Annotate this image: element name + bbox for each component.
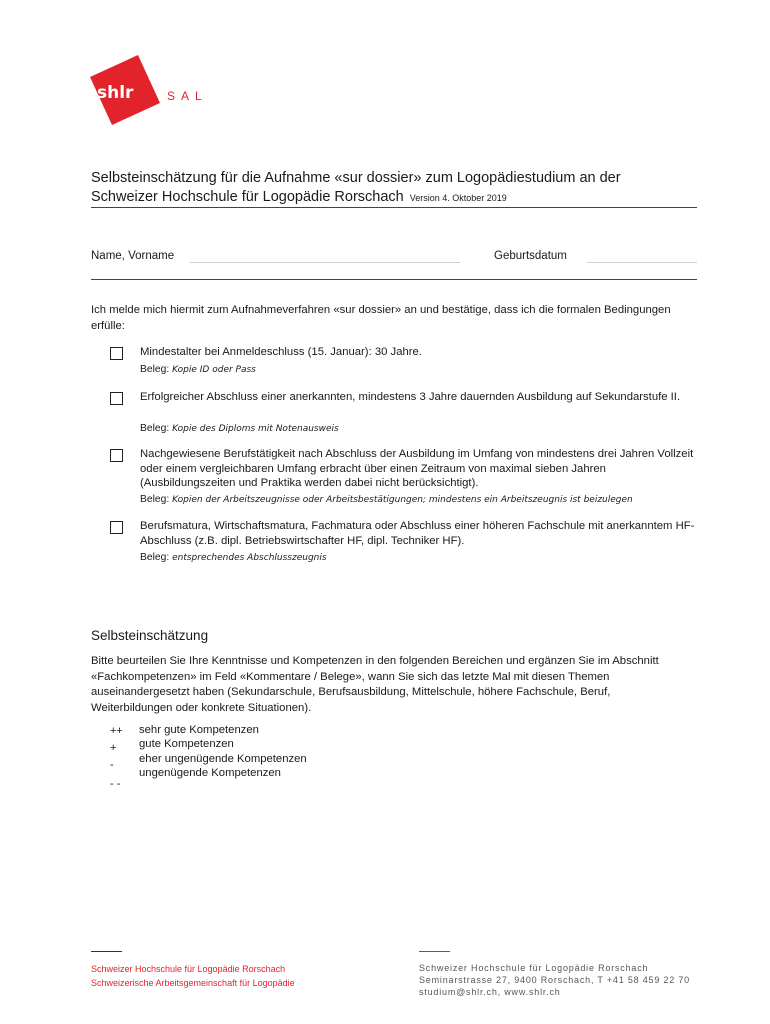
condition-text: Mindestalter bei Anmeldeschluss (15. Januar): 30 Jahre. (140, 346, 422, 358)
birthdate-field[interactable] (587, 262, 697, 263)
legend-symbol: ++ (110, 725, 123, 737)
condition-beleg (140, 364, 256, 375)
version-label: Version 4. Oktober 2019 (409, 193, 507, 203)
beleg-value: entsprechendes Abschlusszeugnis (172, 553, 327, 563)
condition-text: Berufsmatura, Wirtschaftsmatura, Fachmatura oder Abschluss einer höheren Fachschule mit anerkanntem HF-Abschluss (z.B. dipl. Betriebswirtschafter HF, dipl. Techniker HF). (140, 520, 695, 547)
title-line-2-text: Schweizer Hochschule für Logopädie Rorschach (91, 189, 404, 205)
footer-right-line-1: Schweizer Hochschule für Logopädie Rorschach (419, 963, 649, 973)
name-field[interactable] (190, 262, 460, 263)
legend-symbol: + (110, 742, 117, 754)
condition-checkbox[interactable] (110, 521, 123, 534)
instructions-paragraph: Bitte beurteilen Sie Ihre Kenntnisse und Kompetenzen in den folgenden Bereichen und ergänzen Sie im Abschnitt «Fachkompetenzen» im Feld «Kommentare / Belege», wann Sie sich das letzte Mal mit diesen Themen auseinandergesetzt haben (Sekundarschule, Berufsausbildung, Mittelschule, höhere Fachschule, Beruf, Weiterbildungen oder konkrete Situationen). (91, 655, 659, 714)
shlr-logo (90, 55, 160, 125)
footer-left-rule (91, 951, 122, 952)
condition-text: Erfolgreicher Abschluss einer anerkannten, mindestens 3 Jahre dauernden Ausbildung auf Sekundarstufe II. (140, 391, 681, 403)
footer-left-line-1: Schweizer Hochschule für Logopädie Rorschach (91, 964, 286, 974)
condition-beleg (140, 552, 327, 563)
condition-checkbox[interactable] (110, 392, 123, 405)
beleg-label: Beleg: (140, 364, 170, 375)
footer-right-rule (419, 951, 450, 952)
logo-sal-text: SAL (167, 89, 208, 103)
title-divider (91, 207, 697, 208)
condition-beleg (140, 494, 633, 505)
condition-checkbox[interactable] (110, 449, 123, 462)
condition-text: Nachgewiesene Berufstätigkeit nach Abschluss der Ausbildung im Umfang von mindestens drei Jahren Vollzeit oder einem vergleichbaren Umfang erbracht über einen Zeitraum von maximal sieben Jahren (Ausbildungszeiten und Praktika werden dabei nicht berücksichtigt). (140, 448, 694, 489)
section-title: Selbsteinschätzung (91, 628, 209, 643)
form-divider (91, 279, 697, 280)
footer-left-line-2: Schweizerische Arbeitsgemeinschaft für Logopädie (91, 978, 295, 988)
name-label: Name, Vorname (91, 250, 175, 262)
legend-text: ungenügende Kompetenzen (139, 767, 281, 779)
legend-text: sehr gute Kompetenzen (139, 724, 259, 736)
footer-right-line-2: Seminarstrasse 27, 9400 Rorschach, T +41 58 459 22 70 (419, 975, 690, 985)
title-line-1: Selbsteinschätzung für die Aufnahme «sur dossier» zum Logopädiestudium an der (91, 170, 621, 186)
footer-right-line-3: studium@shlr.ch, www.shlr.ch (419, 987, 561, 997)
birthdate-label: Geburtsdatum (494, 250, 567, 262)
beleg-value: Kopie des Diploms mit Notenausweis (172, 424, 339, 434)
beleg-label: Beleg: (140, 494, 170, 505)
intro-text: Ich melde mich hiermit zum Aufnahmeverfahren «sur dossier» an und bestätige, dass ich die formalen Bedingungen erfülle: (91, 304, 671, 332)
condition-checkbox[interactable] (110, 347, 123, 360)
condition-beleg (140, 423, 339, 434)
legend-symbol: - (110, 759, 114, 771)
logo-mark-text: shlr (97, 83, 134, 103)
legend-text: gute Kompetenzen (139, 738, 234, 750)
beleg-value: Kopie ID oder Pass (172, 365, 256, 375)
legend-symbol: - - (110, 778, 121, 790)
page-title (91, 169, 621, 208)
title-line-2 (91, 188, 621, 208)
beleg-label: Beleg: (140, 423, 170, 434)
beleg-value: Kopien der Arbeitszeugnisse oder Arbeitsbestätigungen; mindestens ein Arbeitszeugnis ist beizulegen (172, 495, 633, 505)
legend-text: eher ungenügende Kompetenzen (139, 753, 307, 765)
beleg-label: Beleg: (140, 552, 170, 563)
